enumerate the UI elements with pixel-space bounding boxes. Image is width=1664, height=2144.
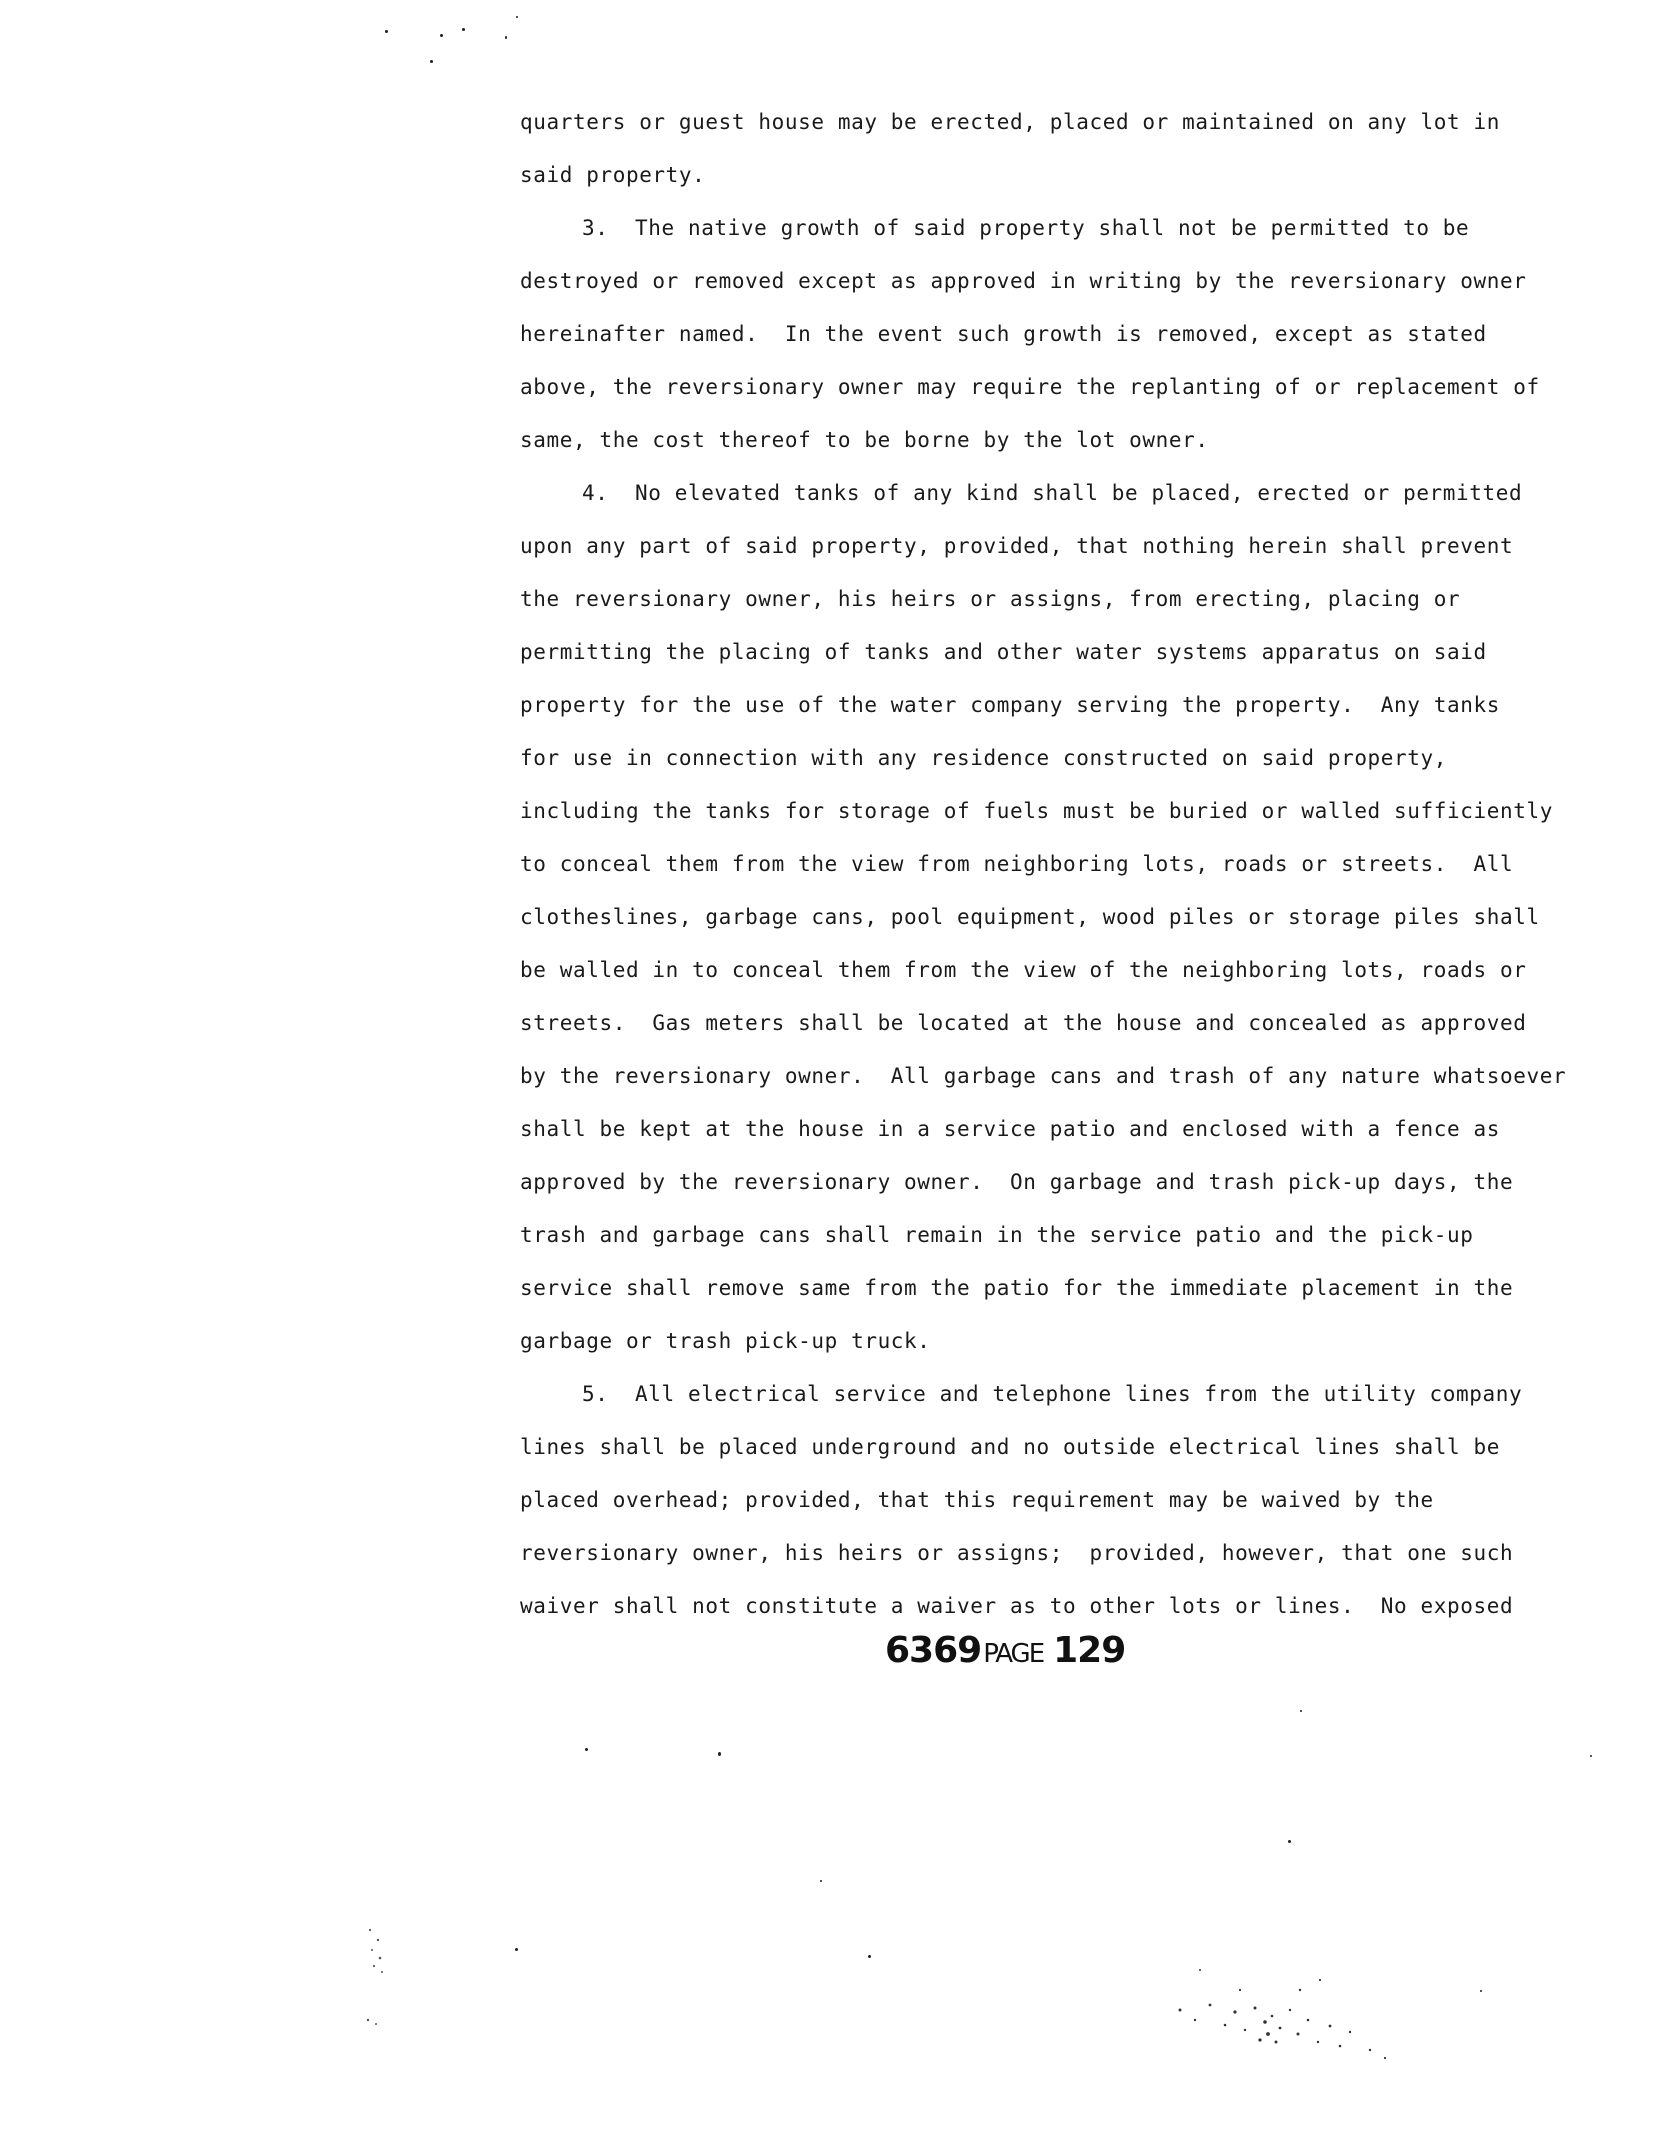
document-line: service shall remove same from the patio for the immediate placement in the <box>520 1276 1514 1300</box>
scan-speck <box>1288 1840 1291 1843</box>
document-line: upon any part of said property, provided, that nothing herein shall prevent <box>520 534 1514 558</box>
document-line: clotheslines, garbage cans, pool equipment, wood piles or storage piles shall <box>520 905 1540 929</box>
document-line: be walled in to conceal them from the view of the neighboring lots, roads or <box>520 958 1527 982</box>
scan-speck <box>505 36 507 39</box>
scan-speck <box>718 1752 721 1756</box>
document-line: including the tanks for storage of fuels must be buried or walled sufficiently <box>520 799 1553 823</box>
document-line: said property. <box>520 163 706 187</box>
document-line: to conceal them from the view from neighboring lots, roads or streets. All <box>520 852 1514 876</box>
scan-noise <box>1140 1950 1400 2070</box>
book-page-stamp <box>885 1630 1125 1671</box>
document-line: 4. No elevated tanks of any kind shall be placed, erected or permitted <box>582 481 1523 505</box>
scan-speck <box>515 1948 518 1951</box>
stamp-book-number: 6369 <box>885 1630 982 1671</box>
document-line: trash and garbage cans shall remain in the service patio and the pick-up <box>520 1223 1474 1247</box>
stamp-page-word: PAGE <box>983 1639 1044 1669</box>
document-body <box>520 96 1570 1633</box>
document-line: approved by the reversionary owner. On garbage and trash pick-up days, the <box>520 1170 1514 1194</box>
document-line: garbage or trash pick-up truck. <box>520 1329 931 1353</box>
document-line: permitting the placing of tanks and other water systems apparatus on said <box>520 640 1487 664</box>
document-line: same, the cost thereof to be borne by the lot owner. <box>520 428 1209 452</box>
document-line: 3. The native growth of said property shall not be permitted to be <box>582 216 1470 240</box>
document-line: property for the use of the water company serving the property. Any tanks <box>520 693 1500 717</box>
document-line: destroyed or removed except as approved in writing by the reversionary owner <box>520 269 1527 293</box>
scan-speck <box>462 28 465 31</box>
document-line: reversionary owner, his heirs or assigns; provided, however, that one such <box>520 1541 1514 1565</box>
scan-speck <box>516 16 518 18</box>
scan-speck <box>385 30 388 33</box>
document-line: lines shall be placed underground and no outside electrical lines shall be <box>520 1435 1500 1459</box>
document-line: for use in connection with any residence constructed on said property, <box>520 746 1448 770</box>
document-line: waiver shall not constitute a waiver as to other lots or lines. No exposed <box>520 1594 1514 1618</box>
scan-speck <box>1300 1710 1302 1712</box>
document-line: 5. All electrical service and telephone lines from the utility company <box>582 1382 1523 1406</box>
document-line: shall be kept at the house in a service patio and enclosed with a fence as <box>520 1117 1500 1141</box>
document-line: above, the reversionary owner may require the replanting of or replacement of <box>520 375 1540 399</box>
scan-speck <box>430 60 433 63</box>
scan-speck <box>1590 1755 1592 1757</box>
stamp-page-number: 129 <box>1053 1630 1126 1671</box>
scan-speck <box>440 34 443 37</box>
document-line: the reversionary owner, his heirs or assigns, from erecting, placing or <box>520 587 1461 611</box>
scan-noise <box>360 1920 420 2030</box>
document-line: quarters or guest house may be erected, placed or maintained on any lot in <box>520 110 1500 134</box>
document-line: by the reversionary owner. All garbage cans and trash of any nature whatsoever <box>520 1064 1567 1088</box>
scan-speck <box>1480 1990 1482 1992</box>
document-line: hereinafter named. In the event such growth is removed, except as stated <box>520 322 1487 346</box>
scan-speck <box>868 1955 871 1958</box>
document-line: streets. Gas meters shall be located at the house and concealed as approved <box>520 1011 1527 1035</box>
scan-speck <box>585 1748 588 1751</box>
document-line: placed overhead; provided, that this requirement may be waived by the <box>520 1488 1434 1512</box>
scan-speck <box>820 1880 822 1882</box>
